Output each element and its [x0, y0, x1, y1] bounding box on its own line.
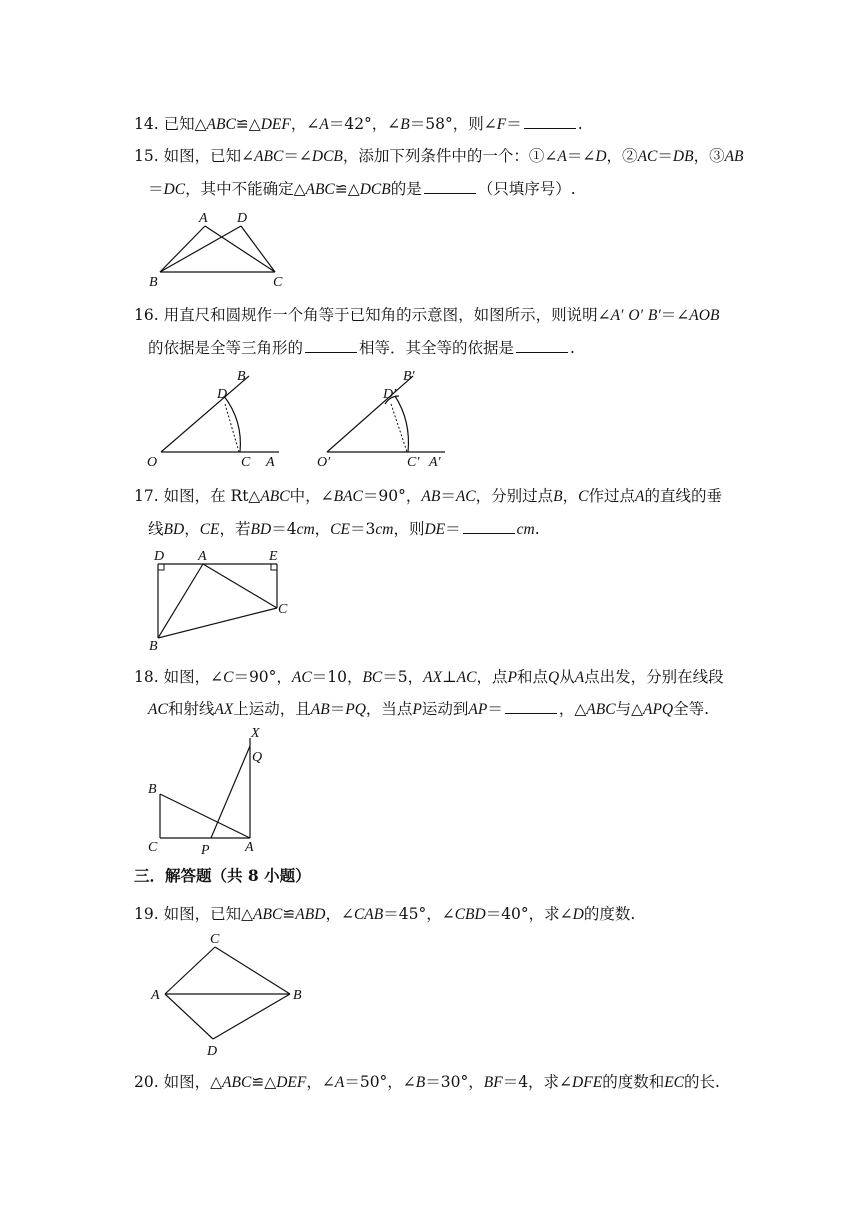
question-number: 15.	[134, 147, 159, 165]
label-p: P	[201, 843, 210, 858]
figure-q16-right	[315, 366, 455, 472]
label-a: A	[199, 211, 208, 226]
label-a: A	[151, 988, 160, 1003]
figure-q16-left	[145, 366, 285, 472]
label-c-prime: C′	[407, 455, 420, 470]
label-c: C	[278, 602, 288, 617]
question-17-line-2: 线BD，CE，若BD＝4cm，CE＝3cm，则DE＝ cm.	[148, 520, 540, 538]
question-14: 14. 已知△ABC≌△DEF，∠A＝42°，∠B＝58°，则∠F＝ .	[134, 115, 583, 133]
answer-blank[interactable]	[516, 338, 568, 353]
question-19: 19. 如图，已知△ABC≌ABD，∠CAB＝45°，∠CBD＝40°，求∠D的度数.	[134, 905, 636, 923]
label-a: A	[245, 840, 254, 855]
figure-q15	[145, 208, 290, 290]
label-b: B	[293, 988, 302, 1003]
label-d-prime: D′	[383, 387, 397, 402]
label-c: C	[241, 455, 251, 470]
figure-q18	[145, 726, 263, 858]
label-e: E	[269, 549, 278, 564]
label-b-prime: B′	[403, 369, 415, 384]
question-number: 18.	[134, 668, 159, 686]
label-b: B	[237, 369, 246, 384]
label-d: D	[237, 211, 248, 226]
label-b: B	[149, 275, 158, 290]
label-d: D	[217, 387, 228, 402]
question-number: 17.	[134, 487, 159, 505]
figure-q17	[145, 546, 290, 654]
label-q: Q	[252, 750, 263, 765]
label-a-prime: A′	[429, 455, 441, 470]
question-number: 19.	[134, 905, 159, 923]
question-number: 14.	[134, 115, 159, 133]
question-17-line-1: 17. 如图，在 Rt△ABC中，∠BAC＝90°，AB＝AC，分别过点B，C作过点A的直线的垂	[134, 487, 722, 505]
answer-blank[interactable]	[505, 699, 557, 714]
label-o-prime: O′	[317, 455, 331, 470]
label-o: O	[147, 455, 158, 470]
answer-blank[interactable]	[524, 114, 576, 129]
question-number: 16.	[134, 306, 159, 324]
answer-blank[interactable]	[305, 338, 357, 353]
question-16-line-2: 的依据是全等三角形的 相等．其全等的依据是 .	[148, 339, 575, 357]
label-d: D	[154, 549, 165, 564]
figure-q19	[145, 928, 310, 1060]
label-b: B	[148, 782, 157, 797]
label-c: C	[273, 275, 283, 290]
question-number: 20.	[134, 1073, 159, 1091]
question-20: 20. 如图，△ABC≌△DEF，∠A＝50°，∠B＝30°，BF＝4，求∠DFE的度数和EC的长.	[134, 1073, 720, 1091]
label-x: X	[251, 726, 260, 741]
question-15-line-2: ＝DC，其中不能确定△ABC≌△DCB的是 （只填序号）.	[148, 180, 576, 198]
answer-blank[interactable]	[463, 519, 515, 534]
question-16-line-1: 16. 用直尺和圆规作一个角等于已知角的示意图，如图所示，则说明∠A′ O′ B′＝∠AOB	[134, 306, 720, 324]
label-c: C	[148, 840, 158, 855]
question-18-line-2: AC和射线AX上运动，且AB＝PQ，当点P运动到AP＝ ，△ABC与△APQ全等.	[148, 700, 710, 718]
label-d: D	[207, 1044, 218, 1059]
question-18-line-1: 18. 如图，∠C＝90°，AC＝10，BC＝5，AX⊥AC，点P和点Q从A点出发，分别在线段	[134, 668, 724, 686]
question-15-line-1: 15. 如图，已知∠ABC＝∠DCB，添加下列条件中的一个：①∠A＝∠D，②AC＝DB，③AB	[134, 147, 744, 165]
answer-blank[interactable]	[424, 179, 476, 194]
label-c: C	[210, 932, 220, 947]
label-b: B	[149, 639, 158, 654]
label-a: A	[266, 455, 275, 470]
section-heading: 三．解答题（共 8 小题）	[134, 866, 311, 885]
label-a: A	[198, 549, 207, 564]
